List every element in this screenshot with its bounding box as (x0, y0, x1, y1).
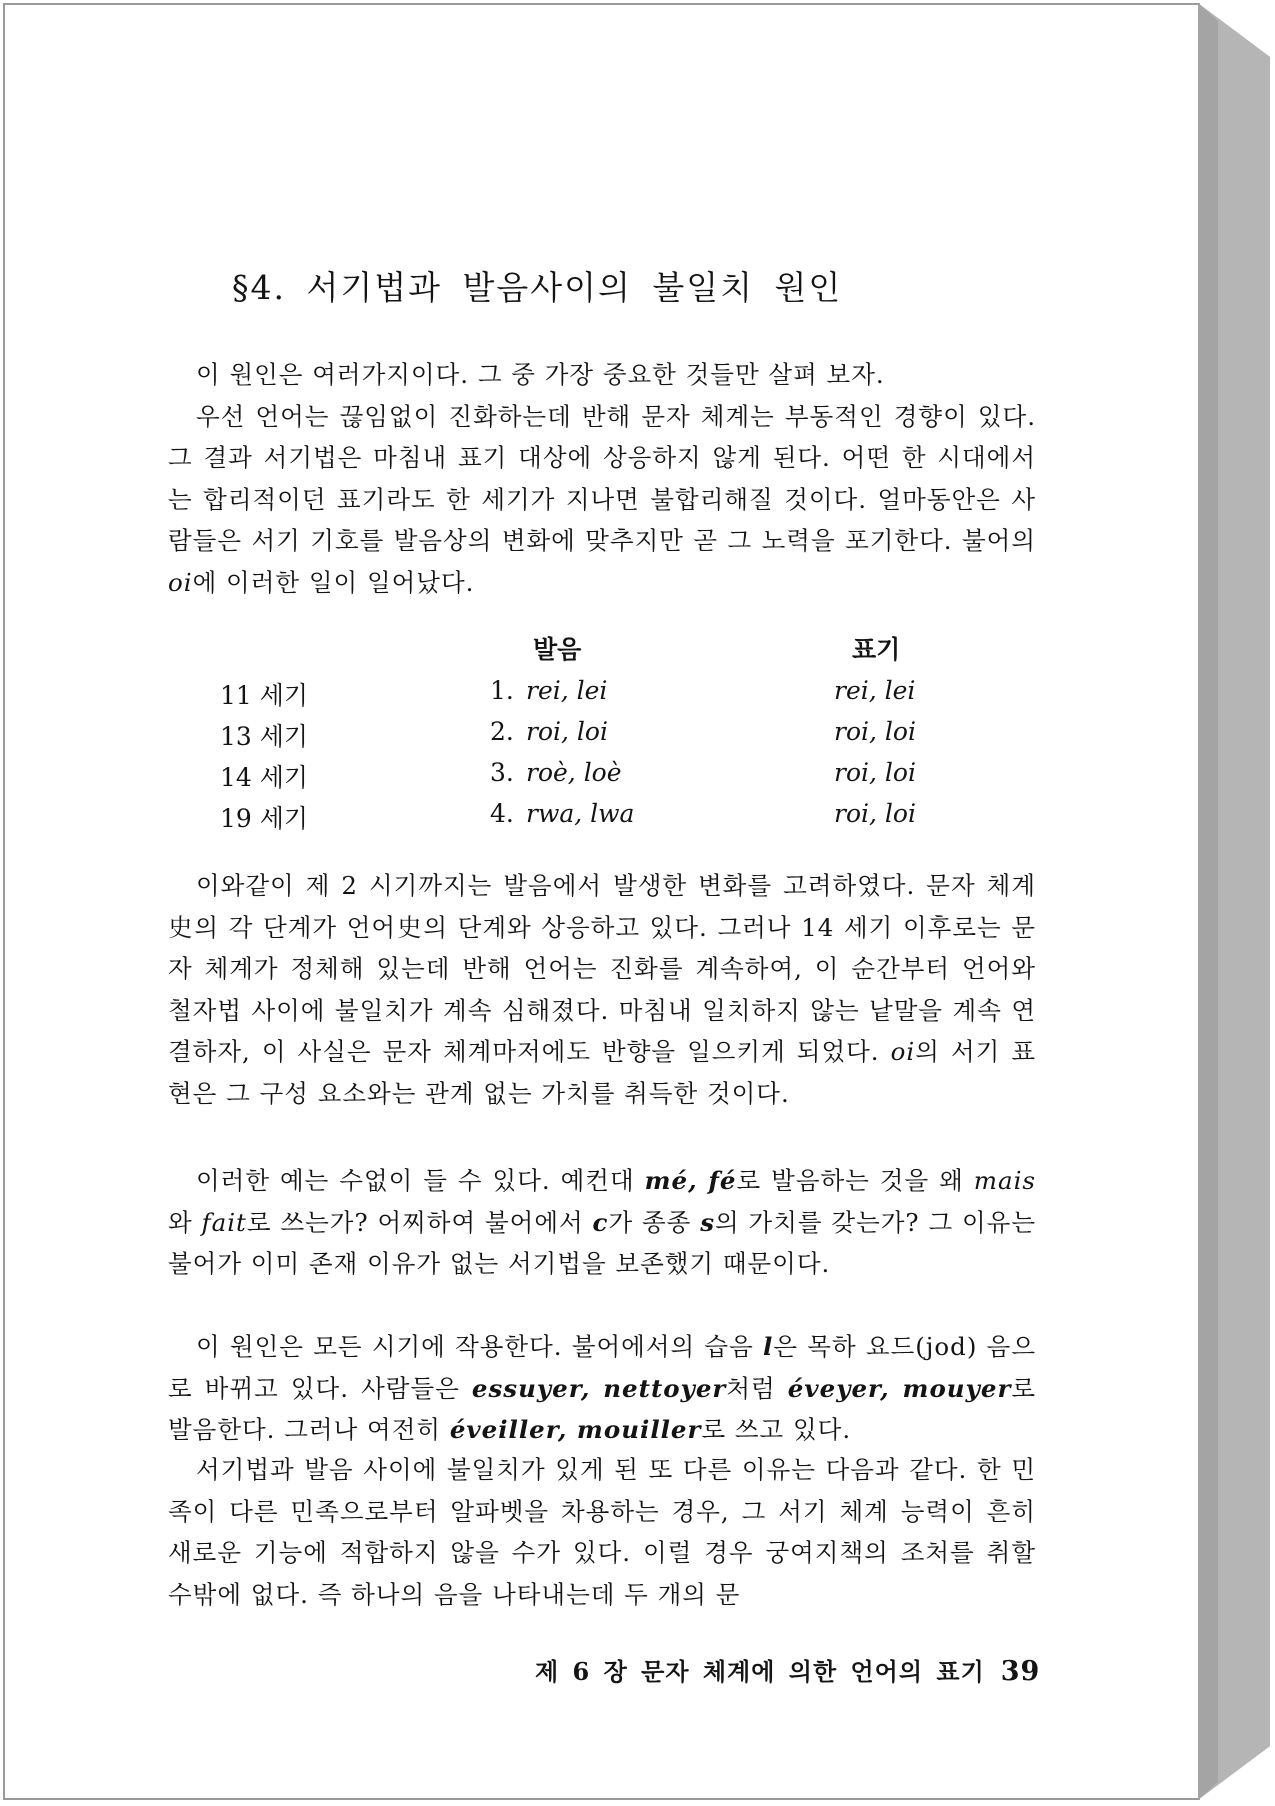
page-number: 39 (1000, 1656, 1041, 1687)
page-footer (535, 1652, 1040, 1687)
pronunciation-cell: 1. rei, lei (490, 676, 608, 705)
page-edge-shade (1198, 3, 1218, 1800)
pronunciation-cell: 4. rwa, lwa (490, 799, 635, 828)
table-row (168, 758, 1036, 799)
paragraph-3: 이와같이 제 2 시기까지는 발음에서 발생한 변화를 고려하였다. 문자 체계史의 각 단계가 언어史의 단계와 상응하고 있다. 그러나 14 세기 이후로는 문자 체계가 정체해 있는데 반해 언어는 진화를 계속하여, 이 순간부터 언어와 철자법 사이에 불일치가 계속 심해졌다. 마침내 일치하지 않는 낱말을 계속 연결하자, 이 사실은 문자 체계마저에도 반향을 일으키게 되었다. oi의 서기 표현은 그 구성 요소와는 관계 없는 가치를 취득한 것이다. (168, 871, 1036, 1108)
section-heading: §4. 서기법과 발음사이의 불일치 원인 (232, 268, 843, 307)
paragraph-4: 이러한 예는 수없이 들 수 있다. 예컨대 mé, fé로 발음하는 것을 왜 mais와 fait로 쓰는가? 어찌하여 불어에서 c가 종종 s의 가치를 갖는가? 그 이유는 불어가 이미 존재 이유가 없는 서기법을 보존했기 때문이다. (168, 1166, 1036, 1278)
century-cell: 19 세기 (220, 804, 309, 833)
spelling-table (168, 630, 1036, 840)
table-header (168, 630, 1036, 676)
century-cell: 14 세기 (220, 763, 309, 792)
spelling-cell: rei, lei (834, 676, 916, 705)
header-spelling: 표기 (852, 635, 901, 664)
paragraph-1: 이 원인은 여러가지이다. 그 중 가장 중요한 것들만 살펴 보자. 우선 언어는 끊임없이 진화하는데 반해 문자 체계는 부동적인 경향이 있다. 그 결과 서기법은 마침내 표기 대상에 상응하지 않게 된다. 어떤 한 시대에서는 합리적이던 표기라도 한 세기가 지나면 불합리해질 것이다. 얼마동안은 사람들은 서기 기호를 발음상의 변화에 맞추지만 곧 그 노력을 포기한다. 불어의 oi에 이러한 일이 일어났다. (168, 360, 1036, 597)
paragraph-5: 이 원인은 모든 시기에 작용한다. 불어에서의 습음 l은 목하 요드(jod) 음으로 바뀌고 있다. 사람들은 essuyer, nettoyer처럼 éveyer, mouyer로 발음한다. 그러나 여전히 éveiller, mouiller로 쓰고 있다. (168, 1332, 1037, 1444)
chapter-title: 제 6 장 문자 체계에 의한 언어의 표기 (535, 1657, 985, 1686)
century-cell: 13 세기 (220, 722, 309, 751)
table-row (168, 676, 1036, 717)
paragraph-6: 서기법과 발음 사이에 불일치가 있게 된 또 다른 이유는 다음과 같다. 한 민족이 다른 민족으로부터 알파벳을 차용하는 경우, 그 서기 체계 능력이 흔히 새로운 기능에 적합하지 않을 수가 있다. 이럴 경우 궁여지책의 조처를 취할 수밖에 없다. 즉 하나의 음을 나타내는데 두 개의 문 (168, 1455, 1036, 1609)
pronunciation-cell: 2. roi, loi (490, 717, 608, 746)
spelling-cell: roi, loi (834, 799, 916, 828)
spelling-cell: roi, loi (834, 717, 916, 746)
table-row (168, 799, 1036, 840)
spelling-cell: roi, loi (834, 758, 916, 787)
pronunciation-cell: 3. roè, loè (490, 758, 622, 787)
century-cell: 11 세기 (220, 681, 309, 710)
header-pronunciation: 발음 (533, 635, 582, 664)
table-row (168, 717, 1036, 758)
